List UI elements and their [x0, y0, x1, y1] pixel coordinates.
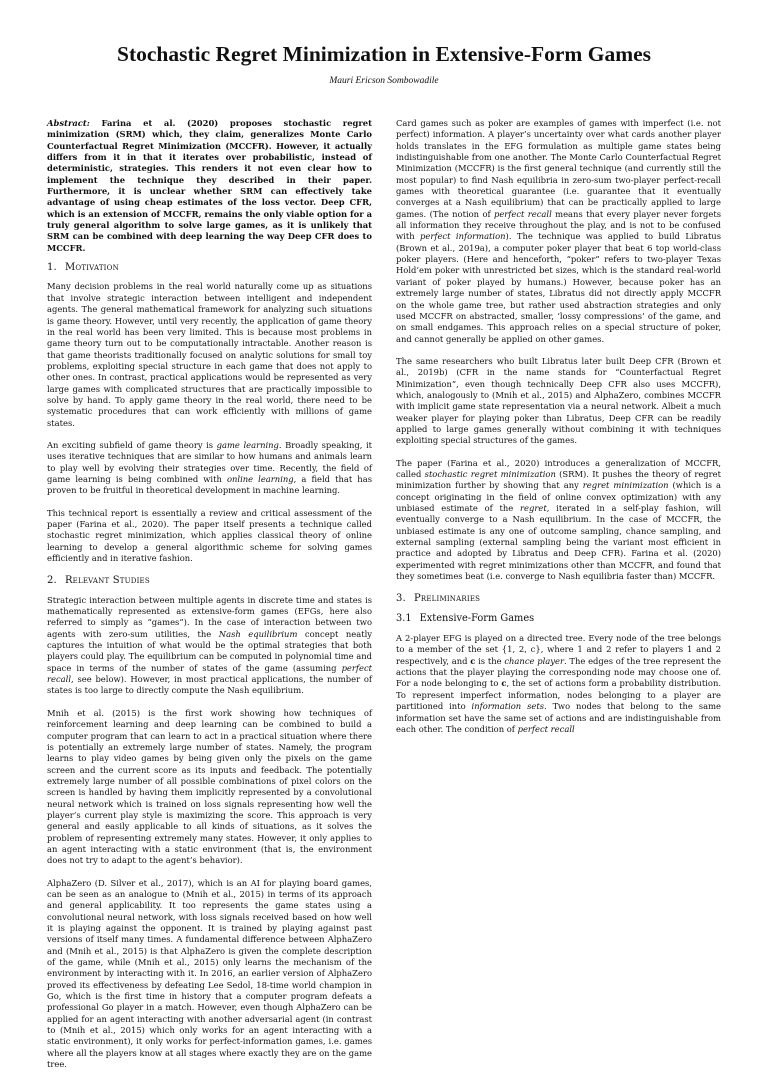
text-run: is the	[475, 655, 505, 666]
emphasis: chance player	[504, 655, 564, 666]
abstract-label: Abstract:	[47, 118, 90, 128]
paragraph	[396, 458, 721, 583]
abstract-text: Farina et al. (2020) proposes stochastic regret minimization (SRM) which, they claim, generalizes Monte Carlo Counterfactual Regret Minimization (MCCFR). However, it actually differs from it in that it iterates over probabilistic, instead of deterministic, strategies. This renders it not even clear how to implement the technique they described in their paper. Furthermore, it is unclear whether SRM can effectively take advantage of using cheap estimates of the loss vector. Deep CFR, which is an extension of MCCFR, remains the only viable option for a truly general algorithm to solve large games, as it is unlikely that SRM can be combined with deep learning the way Deep CFR does to MCCFR.	[47, 118, 372, 253]
section-title: Relevant Studies	[64, 575, 150, 587]
math-symbol: c	[470, 655, 476, 666]
emphasis: perfect recall	[517, 723, 575, 734]
text-run: ). The technique was applied to build Libratus (Brown et al., 2019a), a computer poker player that beat 6 top world-class poker players. (Here and henceforth, “poker” refers to two-player Texas Hold’em poker with unrestricted bet sizes, which is the standard real-world variant of poker played by humans.) However, because poker has an extremely large number of states, Libratus did not directly apply MCCFR on the whole game tree, but rather used abstraction strategies and only used MCCFR on abstracted, smaller, ‘lossy compressions’ of the game, and on small endgames. This approach relies on a special structure of poker, and cannot generally be applied on other games.	[396, 231, 721, 344]
paragraph	[47, 595, 372, 697]
paragraph: This technical report is essentially a review and critical assessment of the paper (Farina et al., 2020). The paper itself presents a technique called stochastic regret minimization, which applies classical theory of online learning to develop a general algorithmic scheme for solving games efficiently and in iterative fashion.	[47, 507, 372, 564]
paragraph	[47, 440, 372, 497]
right-column	[396, 118, 721, 746]
paragraph: The same researchers who built Libratus later built Deep CFR (Brown et al., 2019b) (CFR in the name stands for “Counterfactual Regret Minimization”, even though technically Deep CFR also uses MCCFR), which, analogously to (Mnih et al., 2015) and AlphaZero, combines MCCFR with implicit game state representation via a neural network. Albeit a much weaker player for playing poker than Libratus, Deep CFR can be readily applied to large games generally without combining it with techniques exploiting special structures of the games.	[396, 355, 721, 446]
paragraph	[396, 118, 721, 345]
emphasis: online learning	[226, 473, 294, 484]
text-run: , iterated in a self-play fashion, will eventually converge to a Nash equilibrium. In the case of MCCFR, the unbiased estimate is any one of outcome sampling, chance sampling, and external sampling (external sampling being the variant most efficient in practice and adopted by Libratus and Deep CFR). Farina et al. (2020) experimented with regret minimizations other than MCCFR, and found that they sometimes beat (i.e. converge to Nash equilibria faster than) MCCFR.	[396, 503, 721, 582]
emphasis: regret minimization	[582, 480, 669, 491]
text-run: (SRM). It pushes the theory of regret minimization further by showing that any	[396, 468, 721, 491]
emphasis: perfect recall	[493, 208, 552, 219]
subsection-number: 3.1	[396, 612, 412, 624]
abstract	[47, 118, 372, 254]
section-number: 2.	[47, 575, 57, 587]
paragraph: Mnih et al. (2015) is the first work showing how techniques of reinforcement learning and deep learning can be combined to build a computer program that can learn to act in a practical situation where there is potentially an extremely large number of states. Namely, the program learns to play video games by being given only the pixels on the game screen and the current score as its inputs and feedback. The potentially extremely large number of all possible combinations of pixel colors on the screen is handled by having them implicitly represented by a convolutional neural network which is trained on loss signals representing how well the player’s current play style is maximizing the score. This approach is very general and easily applicable to all kinds of situations, as it solves the problem of representing extremely many states. However, it only applies to an agent interacting with a static environment (that is, the environment does not try to adapt to the agent’s behavior).	[47, 707, 372, 866]
section-number: 1.	[47, 262, 57, 274]
subsection-title: Extensive-Form Games	[419, 612, 535, 624]
section-heading-relevant-studies	[47, 575, 372, 586]
text-run: . The edges of the tree represent the actions that the player playing the corresponding node may choose one of. For a node belonging to	[396, 655, 721, 689]
text-run: , see below). However, in most practical applications, the number of states is too large to directly compute the Nash equilibrium.	[47, 674, 372, 696]
text-run: , the set of actions form a probability distribution. To represent imperfect information, nodes belonging to a player are partitioned into	[396, 678, 722, 712]
emphasis: perfect recall	[47, 662, 372, 685]
text-run: Card games such as poker are examples of games with imperfect (i.e. not perfect) information. A player’s uncertainty over what cards another player holds translates in the EFG formulation as multiple game states being indistinguishable from one another. The Monte Carlo Counterfactual Regret Minimization (MCCFR) is the first general technique (and currently still the most popular) to find Nash equilibria in zero-sum two-player perfect-recall games with theoretical guarantee (i.e. guarantee that it eventually converges at a Nash equilibrium) that can be practically applied to large games. (The notion of	[396, 118, 721, 219]
text-run: (which is a concept originating in the field of online convex optimization) with any unbiased estimate of the	[396, 480, 721, 513]
section-title: Preliminaries	[413, 593, 481, 605]
left-column	[47, 118, 372, 1081]
text-run: . Two nodes that belong to the same information set have the same set of actions and are indistinguishable from each other. The condition of	[396, 701, 721, 734]
emphasis: Nash equilibrium	[218, 628, 298, 639]
emphasis: information sets	[471, 701, 545, 712]
paper-title: Stochastic Regret Minimization in Extensive-Form Games	[116, 42, 652, 66]
text-run: The paper (Farina et al., 2020) introduces a generalization of MCCFR, called	[396, 457, 721, 479]
text-run: . Broadly speaking, it uses iterative techniques that are similar to how humans and animals learn to play well by evolving their strategies over time. Recently, the field of game learning is being combined with	[47, 439, 373, 484]
text-run: , a field that has proven to be fruitful in theoretical development in machine learning.	[47, 473, 372, 496]
section-number: 3.	[396, 593, 406, 605]
paragraph: Many decision problems in the real world naturally come up as situations that involve strategic interaction between intelligent and independent agents. The general mathematical framework for analyzing such situations is game theory. However, until very recently, the application of game theory in the real world has been very limited. This is because most problems in game theory turn out to be computationally intractable. Another reason is that game theorists traditionally focused on analytic solutions for small toy problems, exploiting special structure in each game that does not apply to other ones. In contrast, practical applications would be represented as very large games with complicated structures that are practically impossible to solve by hand. To apply game theory in the real world, there need to be systematic procedures that can work efficiently with millions of game states.	[47, 281, 372, 428]
text-run: , where 1 and 2 refer to players 1 and 2 respectively, and	[396, 644, 722, 666]
text-run: A 2-player EFG is played on a directed tree. Every node of the tree belongs to a member of the set	[396, 633, 721, 655]
math-set: {1, 2, c}	[501, 644, 541, 655]
section-heading-motivation	[47, 262, 372, 273]
section-title: Motivation	[64, 262, 119, 274]
emphasis: regret	[520, 503, 547, 513]
text-run: concept neatly captures the intuition of what would be the optimal strategies that both players could play. The equilibrium can be computed in polynomial time and space in terms of the number of states of the game (assuming	[47, 628, 372, 673]
emphasis: game learning	[216, 439, 279, 450]
emphasis: perfect information	[420, 231, 506, 242]
math-symbol: c	[501, 678, 507, 689]
paragraph	[396, 633, 721, 735]
author-name: Mauri Ericson Sombowadile	[329, 76, 439, 86]
subsection-heading-efg	[396, 613, 721, 624]
text-run: Strategic interaction between multiple agents in discrete time and states is mathematically represented as extensive-form games (EFGs, here also referred to simply as “games”). In the case of interaction between two agents with zero-sum utilities, the	[47, 594, 372, 639]
emphasis: stochastic regret minimization	[424, 468, 556, 479]
paragraph: AlphaZero (D. Silver et al., 2017), which is an AI for playing board games, can be seen as an analogue to (Mnih et al., 2015) in terms of its approach and general applicability. It too represents the game states using a convolutional neural network, with loss signals received based on how well it is playing against the opponent. It is trained by playing against past versions of itself many times. A fundamental difference between AlphaZero and (Mnih et al., 2015) is that AlphaZero is given the complete description of the game, while (Mnih et al., 2015) only learns the mechanism of the environment by interacting with it. In 2016, an earlier version of AlphaZero proved its effectiveness by defeating Lee Sedol, 18-time world champion in Go, which is the first time in history that a computer program defeats a professional Go player in a match. However, even though AlphaZero can be applied for an agent interacting with another adversarial agent (in contrast to (Mnih et al., 2015) which only works for an agent interacting with a static environment), it only works for perfect-information games, i.e. games where all the players know at all stages where exactly they are on the game tree.	[47, 877, 372, 1070]
section-heading-preliminaries	[396, 593, 721, 604]
text-run: An exciting subfield of game theory is	[47, 439, 217, 450]
text-run: means that every player never forgets all information they receive throughout the play, and is not to be confused with	[396, 208, 721, 242]
